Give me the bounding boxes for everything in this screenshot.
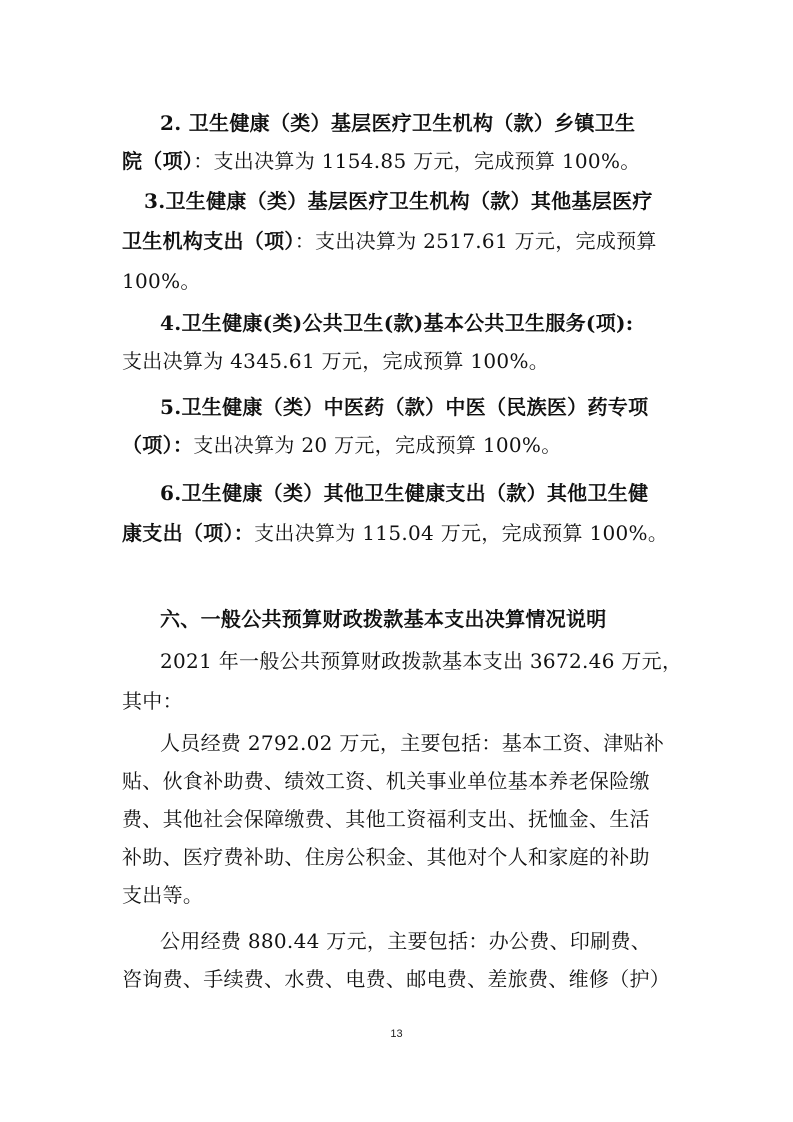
item-5-heading: 5.卫生健康（类）中医药（款）中医（民族医）药专项 xyxy=(160,395,649,419)
item-4-line-2 xyxy=(122,346,682,376)
item-6-heading-cont: 康支出（项）： xyxy=(122,521,255,545)
item-2-line-2 xyxy=(122,146,682,176)
section-6-p2-line-5: 支出等。 xyxy=(122,883,204,907)
item-4-body: 支出决算为 4345.61 万元，完成预算 100%。 xyxy=(122,349,550,373)
item-6-line-1 xyxy=(160,478,682,508)
item-2-heading-cont: 院（项） xyxy=(122,149,194,173)
section-6-p2-line-4: 补助、医疗费补助、住房公积金、其他对个人和家庭的补助 xyxy=(122,845,650,869)
item-5-line-1 xyxy=(160,392,682,422)
section-6-p3-line-1: 公用经费 880.44 万元，主要包括：办公费、印刷费、 xyxy=(160,929,652,953)
item-2-body: ：支出决算为 1154.85 万元，完成预算 100%。 xyxy=(193,149,641,173)
item-4-heading: 4.卫生健康(类)公共卫生(款)基本公共卫生服务(项): xyxy=(160,311,634,335)
item-6-line-2 xyxy=(122,518,682,548)
item-3-heading: 3.卫生健康（类）基层医疗卫生机构（款）其他基层医疗 xyxy=(144,189,653,213)
section-6-p1-line-2: 其中： xyxy=(122,689,183,713)
section-6-title: 六、一般公共预算财政拨款基本支出决算情况说明 xyxy=(160,607,607,631)
item-3-line-1 xyxy=(144,186,704,216)
item-5-line-2 xyxy=(122,430,682,460)
section-6-p2-line-1: 人员经费 2792.02 万元，主要包括：基本工资、津贴补 xyxy=(160,731,665,755)
item-2-heading: 2. 卫生健康（类）基层医疗卫生机构（款）乡镇卫生 xyxy=(160,111,636,135)
item-6-body: 支出决算为 115.04 万元，完成预算 100%。 xyxy=(254,521,669,545)
item-3-body: ：支出决算为 2517.61 万元，完成预算 xyxy=(294,229,657,253)
item-3-line-2 xyxy=(122,226,682,256)
item-3-heading-cont: 卫生机构支出（项） xyxy=(122,229,295,253)
section-6-p3-line-2: 咨询费、手续费、水费、电费、邮电费、差旅费、维修（护） xyxy=(122,967,671,991)
item-3-line-3 xyxy=(122,266,682,296)
item-4-line-1 xyxy=(160,308,682,338)
page-number: 13 xyxy=(390,1028,403,1040)
item-3-body-cont: 100%。 xyxy=(122,269,201,293)
item-5-body: 支出决算为 20 万元，完成预算 100%。 xyxy=(193,433,562,457)
item-5-heading-cont: （项）： xyxy=(122,433,194,457)
item-2-line-1 xyxy=(160,108,682,138)
section-6-p2-line-3: 费、其他社会保障缴费、其他工资福利支出、抚恤金、生活 xyxy=(122,807,650,831)
section-6-p1-line-1: 2021 年一般公共预算财政拨款基本支出 3672.46 万元， xyxy=(160,649,683,673)
item-6-heading: 6.卫生健康（类）其他卫生健康支出（款）其他卫生健 xyxy=(160,481,649,505)
section-6-p2-line-2: 贴、伙食补助费、绩效工资、机关事业单位基本养老保险缴 xyxy=(122,769,650,793)
